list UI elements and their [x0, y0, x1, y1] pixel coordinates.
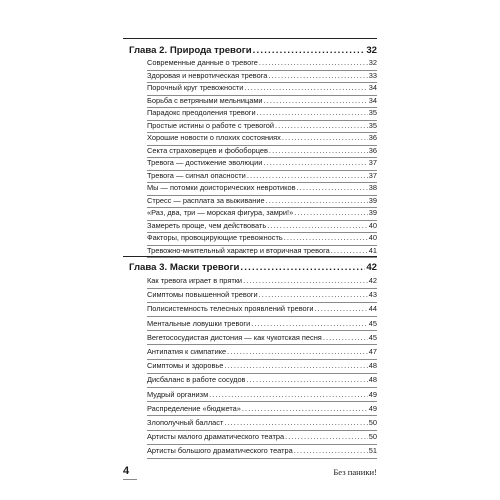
toc-entry[interactable]	[147, 68, 377, 80]
toc-entry-title: Ментальные ловушки тревоги	[147, 318, 251, 328]
chapter-2-heading[interactable]	[129, 42, 377, 56]
toc-entry-page: 49	[368, 389, 377, 399]
toc-entry[interactable]	[147, 316, 377, 328]
toc-entry-page: 44	[368, 304, 377, 314]
leader-dots	[268, 71, 367, 80]
toc-entry-page: 36	[368, 145, 377, 155]
leader-dots	[275, 121, 368, 130]
toc-entry[interactable]	[147, 143, 377, 155]
leader-dots	[247, 171, 368, 180]
toc-entry-title: Парадокс преодоления тревоги	[147, 108, 256, 117]
toc-entry[interactable]	[147, 130, 377, 142]
toc-entry-page: 50	[368, 432, 377, 442]
toc-entry-page: 41	[368, 245, 377, 255]
chapter-2-rule	[123, 38, 377, 39]
toc-entry-title: Тревожно-мнительный характер и вторичная тревога	[147, 245, 330, 255]
leader-dots	[294, 208, 368, 217]
toc-entry-page: 47	[368, 347, 377, 356]
toc-entry-page: 40	[368, 220, 377, 230]
toc-entry-title: Тревога — сигнал опасности	[147, 170, 246, 180]
leader-dots	[284, 233, 368, 242]
toc-entry-title: Полисистемность телесных проявлений тревоги	[147, 304, 314, 314]
toc-entry-page: 49	[368, 403, 377, 413]
leader-dots	[247, 375, 368, 384]
toc-entry-title: Факторы, провоцирующие тревожность	[147, 233, 283, 242]
toc-entry-title: Тревога — достижение эволюции	[147, 158, 263, 167]
leader-dots	[243, 276, 368, 285]
leader-dots	[259, 290, 368, 299]
toc-entry-page: 36	[368, 133, 377, 142]
chapter-2-page: 32	[366, 45, 377, 56]
leader-dots	[227, 347, 368, 356]
leader-dots	[297, 183, 368, 192]
leader-dots	[264, 96, 368, 105]
toc-entry-title: Секта страховерцев и фобоборцев	[147, 145, 268, 155]
toc-entry[interactable]	[147, 180, 377, 192]
leader-dots	[257, 108, 368, 117]
toc-entry-title: Симптомы повышенной тревоги	[147, 290, 258, 300]
leader-dots	[209, 390, 368, 399]
toc-entry[interactable]	[147, 387, 377, 399]
leader-dots	[266, 196, 368, 205]
toc-entry[interactable]	[147, 168, 377, 180]
toc-entry-page: 45	[368, 318, 377, 328]
toc-entry-page: 35	[368, 108, 377, 117]
toc-entry-page: 38	[368, 183, 377, 192]
toc-entry[interactable]	[147, 287, 377, 299]
toc-entry-page: 39	[368, 195, 377, 205]
leader-dots	[282, 133, 368, 142]
toc-entry[interactable]	[147, 443, 377, 455]
toc-entry[interactable]	[147, 55, 377, 67]
toc-entry-page: 48	[368, 361, 377, 371]
toc-entry-title: Антипатия к симпатике	[147, 347, 227, 356]
toc-entry[interactable]	[147, 429, 377, 441]
chapter-3-rule	[123, 256, 377, 257]
toc-entry-title: Борьба с ветряными мельницами	[147, 95, 263, 105]
toc-entry[interactable]	[147, 80, 377, 92]
leader-dots	[224, 418, 367, 427]
toc-entry-title: Порочный круг тревожности	[147, 83, 244, 92]
toc-entry-title: Артисты малого драматического театра	[147, 432, 285, 442]
toc-entry[interactable]	[147, 372, 377, 384]
chapter-3-title: Глава 3. Маски тревоги	[129, 262, 240, 273]
toc-entry[interactable]	[147, 205, 377, 217]
leader-dots	[315, 304, 368, 313]
toc-entry[interactable]	[147, 230, 377, 242]
toc-entry[interactable]	[147, 118, 377, 130]
leader-dots	[294, 446, 368, 455]
toc-entry-page: 48	[368, 375, 377, 385]
toc-entry-title: Стресс — расплата за выживание	[147, 195, 265, 205]
chapter-2-title: Глава 2. Природа тревоги	[129, 45, 252, 56]
toc-entry-page: 37	[368, 158, 377, 167]
toc-entry-title: Вегетососудистая дистония — как чукотская песня	[147, 332, 322, 342]
toc-entry-title: Замереть проще, чем действовать	[147, 220, 267, 230]
leader-dots	[269, 146, 368, 155]
toc-entry-page: 40	[368, 233, 377, 242]
leader-dots	[267, 221, 368, 230]
chapter-3-page: 42	[366, 262, 377, 273]
toc-entry[interactable]	[147, 243, 377, 255]
toc-entry[interactable]	[147, 218, 377, 230]
toc-entry-title: Злополучный балласт	[147, 418, 224, 427]
toc-entry-title: Артисты большого драматического театра	[147, 446, 293, 456]
toc-entry-title: Симптомы и здоровье	[147, 361, 224, 371]
toc-entry-title: Мудрый организм	[147, 389, 209, 399]
toc-entry[interactable]	[147, 105, 377, 117]
toc-entry-title: Современные данные о тревоге	[147, 58, 258, 67]
toc-entry[interactable]	[147, 301, 377, 313]
toc-entry-title: Простые истины о работе с тревогой	[147, 120, 274, 130]
leader-dots	[263, 158, 367, 167]
toc-entry[interactable]	[147, 358, 377, 370]
toc-entry-page: 34	[368, 83, 377, 92]
toc-entry-title: «Раз, два, три — морская фигура, замри!»	[147, 208, 294, 217]
toc-entry-title: Здоровая и невротическая тревога	[147, 70, 268, 80]
toc-entry-page: 35	[368, 120, 377, 130]
leader-dots	[244, 83, 367, 92]
leader-dots	[224, 361, 367, 370]
toc-entry-page: 43	[368, 290, 377, 300]
toc-entry[interactable]	[147, 193, 377, 205]
toc-entry-page: 50	[368, 418, 377, 427]
page-number-underline	[123, 479, 137, 480]
toc-entry[interactable]	[147, 401, 377, 413]
page-number: 4	[123, 465, 130, 477]
leader-dots	[323, 333, 368, 342]
leader-dots	[240, 262, 365, 273]
toc-entry[interactable]	[147, 93, 377, 105]
toc-entry-page: 45	[368, 332, 377, 342]
entry-separator	[147, 458, 377, 459]
toc-entry-page: 34	[368, 95, 377, 105]
toc-entry-title: Распределение «бюджета»	[147, 403, 241, 413]
leader-dots	[259, 58, 368, 67]
leader-dots	[331, 246, 368, 255]
chapter-3-heading[interactable]	[129, 259, 377, 273]
leader-dots	[285, 432, 368, 441]
toc-entry-page: 37	[368, 170, 377, 180]
toc-entry-title: Как тревога играет в прятки	[147, 276, 243, 285]
toc-entry-page: 32	[368, 58, 377, 67]
toc-entry-title: Мы — потомки доисторических невротиков	[147, 183, 296, 192]
toc-entry-page: 33	[368, 70, 377, 80]
toc-entry[interactable]	[147, 344, 377, 356]
toc-entry-page: 39	[368, 208, 377, 217]
toc-entry[interactable]	[147, 155, 377, 167]
leader-dots	[251, 319, 368, 328]
toc-entry-page: 42	[368, 276, 377, 285]
toc-entry-title: Дисбаланс в работе сосудов	[147, 375, 246, 385]
running-title: Без паники!	[333, 467, 377, 477]
toc-entry[interactable]	[147, 415, 377, 427]
toc-entry[interactable]	[147, 273, 377, 285]
toc-entry[interactable]	[147, 330, 377, 342]
leader-dots	[242, 404, 368, 413]
toc-entry-page: 51	[368, 446, 377, 456]
toc-entry-title: Хорошие новости о плохих состояниях	[147, 133, 281, 142]
